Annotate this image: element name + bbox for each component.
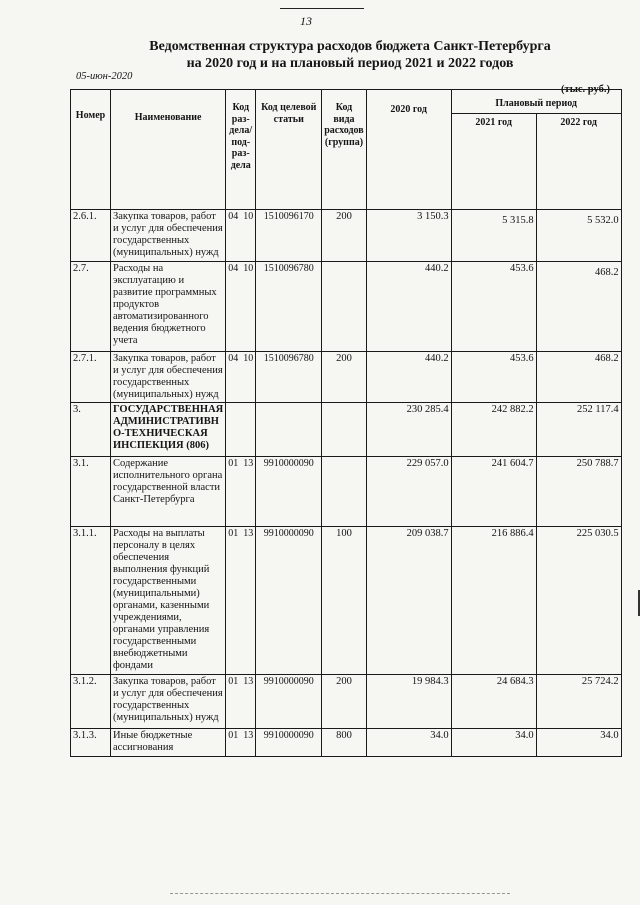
section-code: 01 xyxy=(228,730,239,741)
row-section-code xyxy=(226,729,256,757)
row-value-2020: 19 984.3 xyxy=(366,675,451,729)
row-number: 3.1. xyxy=(71,457,111,527)
row-article-code: 9910000090 xyxy=(256,729,322,757)
title-line-1: Ведомственная структура расходов бюджета Санкт-Петербурга xyxy=(149,39,551,54)
section-code: 04 xyxy=(228,211,239,222)
table-row xyxy=(71,403,622,457)
row-section-code xyxy=(226,403,256,457)
row-number: 2.7. xyxy=(71,262,111,352)
row-group-code: 800 xyxy=(322,729,366,757)
header-section: Код раз- дела/ под- раз- дела xyxy=(226,90,256,210)
row-value-2020: 230 285.4 xyxy=(366,403,451,457)
section-code: 04 xyxy=(228,353,239,364)
row-name: Закупка товаров, работ и услуг для обеспечения государственных (муниципальных) нужд xyxy=(111,352,226,403)
row-group-code xyxy=(322,403,366,457)
header-name: Наименование xyxy=(111,90,226,210)
row-group-code: 200 xyxy=(322,675,366,729)
row-value-2020: 3 150.3 xyxy=(366,210,451,262)
row-group-code: 200 xyxy=(322,352,366,403)
subsection-code: 13 xyxy=(243,528,254,539)
row-value-2021: 453.6 xyxy=(451,352,536,403)
subsection-code: 10 xyxy=(243,353,254,364)
row-value-2021: 242 882.2 xyxy=(451,403,536,457)
row-section-code xyxy=(226,210,256,262)
row-number: 3.1.3. xyxy=(71,729,111,757)
top-rule xyxy=(280,8,364,9)
row-name: Содержание исполнительного органа государственной власти Санкт-Петербурга xyxy=(111,457,226,527)
row-value-2022: 252 117.4 xyxy=(536,403,621,457)
row-name: Расходы на эксплуатацию и развитие программных продуктов автоматизированного ведения бюджетного учета xyxy=(111,262,226,352)
table-row xyxy=(71,262,622,352)
header-plan-period: Плановый период xyxy=(451,90,621,114)
units-label: (тыс. руб.) xyxy=(561,84,610,95)
row-value-2021: 5 315.8 xyxy=(451,210,536,262)
header-group: Код вида расходов (группа) xyxy=(322,90,366,210)
row-value-2020: 209 038.7 xyxy=(366,527,451,675)
row-section-code xyxy=(226,352,256,403)
row-value-2021: 241 604.7 xyxy=(451,457,536,527)
subsection-code: 10 xyxy=(243,211,254,222)
row-article-code: 9910000090 xyxy=(256,457,322,527)
row-section-code xyxy=(226,527,256,675)
header-2022: 2022 год xyxy=(536,114,621,210)
subsection-code: 13 xyxy=(243,730,254,741)
row-number: 3.1.2. xyxy=(71,675,111,729)
row-value-2022: 468.2 xyxy=(536,262,621,352)
table-row xyxy=(71,729,622,757)
row-value-2022: 25 724.2 xyxy=(536,675,621,729)
row-number: 3. xyxy=(71,403,111,457)
row-value-2022: 5 532.0 xyxy=(536,210,621,262)
row-name: Иные бюджетные ассигнования xyxy=(111,729,226,757)
row-section-code xyxy=(226,262,256,352)
row-value-2022: 34.0 xyxy=(536,729,621,757)
row-number: 2.7.1. xyxy=(71,352,111,403)
table-row xyxy=(71,675,622,729)
table-row xyxy=(71,527,622,675)
table-row xyxy=(71,210,622,262)
section-code: 01 xyxy=(228,528,239,539)
table-row xyxy=(71,352,622,403)
header-2020: 2020 год xyxy=(366,90,451,210)
row-value-2021: 453.6 xyxy=(451,262,536,352)
row-number: 3.1.1. xyxy=(71,527,111,675)
header-article: Код целевой статьи xyxy=(256,90,322,210)
row-value-2022: 468.2 xyxy=(536,352,621,403)
section-code: 01 xyxy=(228,676,239,687)
subsection-code: 10 xyxy=(243,263,254,274)
row-value-2020: 440.2 xyxy=(366,262,451,352)
title-line-2: на 2020 год и на плановый период 2021 и 2022 годов xyxy=(186,56,514,71)
section-code: 04 xyxy=(228,263,239,274)
row-group-code xyxy=(322,262,366,352)
row-value-2021: 216 886.4 xyxy=(451,527,536,675)
row-article-code: 1510096780 xyxy=(256,262,322,352)
row-article-code xyxy=(256,403,322,457)
row-value-2021: 34.0 xyxy=(451,729,536,757)
row-group-code: 100 xyxy=(322,527,366,675)
subsection-code: 13 xyxy=(243,676,254,687)
page-number: 13 xyxy=(300,14,312,28)
row-name: Закупка товаров, работ и услуг для обеспечения государственных (муниципальных) нужд xyxy=(111,210,226,262)
row-value-2022: 225 030.5 xyxy=(536,527,621,675)
subsection-code: 13 xyxy=(243,458,254,469)
row-section-code xyxy=(226,457,256,527)
row-value-2022: 250 788.7 xyxy=(536,457,621,527)
header-2021: 2021 год xyxy=(451,114,536,210)
row-value-2020: 440.2 xyxy=(366,352,451,403)
row-group-code: 200 xyxy=(322,210,366,262)
row-article-code: 1510096780 xyxy=(256,352,322,403)
row-value-2020: 229 057.0 xyxy=(366,457,451,527)
row-article-code: 9910000090 xyxy=(256,527,322,675)
row-article-code: 9910000090 xyxy=(256,675,322,729)
scan-artifact-line xyxy=(170,893,510,897)
row-name: Закупка товаров, работ и услуг для обеспечения государственных (муниципальных) нужд xyxy=(111,675,226,729)
row-group-code xyxy=(322,457,366,527)
row-name: Расходы на выплаты персоналу в целях обеспечения выполнения функций государственными (муниципальными) органами, казенными учреждениями, органами управления государственными внебюджетными фондами xyxy=(111,527,226,675)
row-name: ГОСУДАРСТВЕННАЯ АДМИНИСТРАТИВН О-ТЕХНИЧЕСКАЯ ИНСПЕКЦИЯ (806) xyxy=(111,403,226,457)
row-number: 2.6.1. xyxy=(71,210,111,262)
date-stamp: 05-июн-2020 xyxy=(76,71,133,82)
row-value-2021: 24 684.3 xyxy=(451,675,536,729)
row-article-code: 1510096170 xyxy=(256,210,322,262)
section-code: 01 xyxy=(228,458,239,469)
document-title xyxy=(120,38,580,72)
row-section-code xyxy=(226,675,256,729)
table-row xyxy=(71,457,622,527)
budget-table xyxy=(70,89,622,757)
header-number: Номер xyxy=(71,90,111,210)
row-value-2020: 34.0 xyxy=(366,729,451,757)
